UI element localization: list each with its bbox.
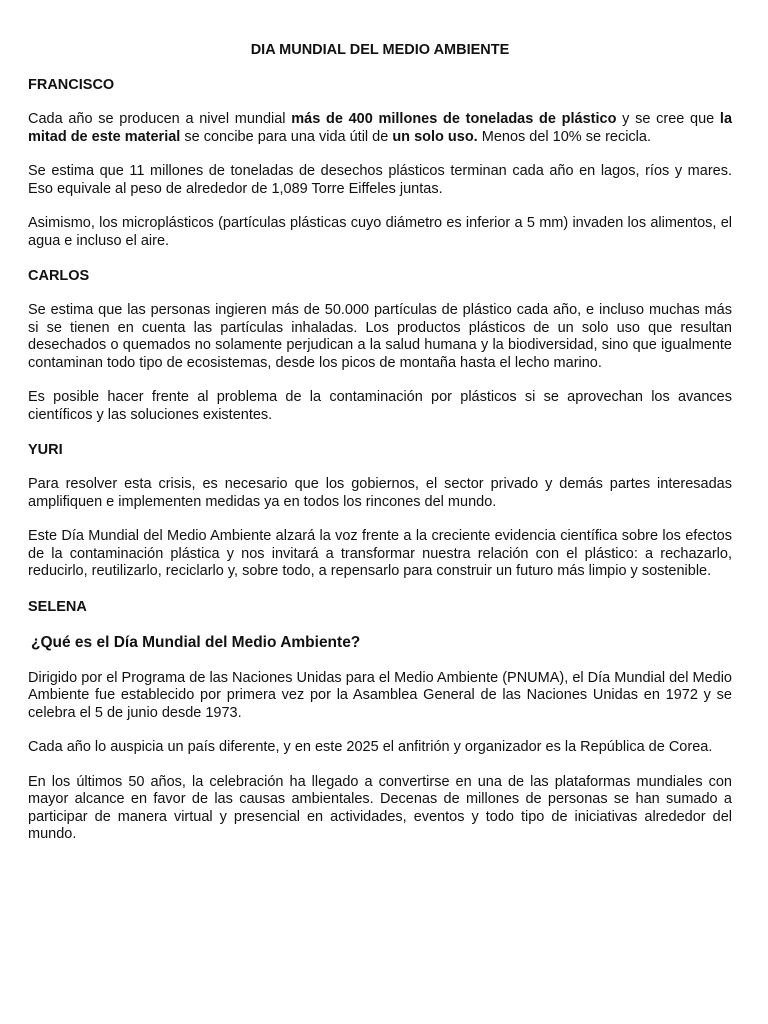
text-run: Cada año se producen a nivel mundial xyxy=(28,111,292,127)
speaker-carlos: CARLOS xyxy=(28,268,90,284)
speaker-francisco: FRANCISCO xyxy=(28,77,115,93)
carlos-paragraph-1: Se estima que las personas ingieren más de 50.000 partículas de plástico cada año, e incluso muchas más si se tienen en cuenta las partículas inhaladas. Los productos plásticos de un solo uso que resultan desechados o quemados no solamente perjudican a la salud humana y la biodiversidad, sino que igualmente contaminan todo tipo de ecosistemas, desde los picos de montaña hasta el lecho marino. xyxy=(28,302,732,371)
text-run: Menos del 10% se recicla. xyxy=(477,128,651,145)
text-run: se concibe para una vida útil de xyxy=(180,128,393,145)
speaker-yuri: YURI xyxy=(28,442,63,458)
carlos-paragraph-2: Es posible hacer frente al problema de la contaminación por plásticos si se aprovechan los avances científicos y las soluciones existentes. xyxy=(28,389,732,423)
selena-paragraph-2: Cada año lo auspicia un país diferente, y en este 2025 el anfitrión y organizador es la República de Corea. xyxy=(28,739,713,755)
bold-run: más de 400 millones de toneladas de plástico xyxy=(291,111,617,127)
selena-paragraph-1: Dirigido por el Programa de las Naciones Unidas para el Medio Ambiente (PNUMA), el Día Mundial del Medio Ambiente fue establecido por primera vez por la Asamblea General de las Naciones Unidas en 1972 y se celebra el 5 de junio desde 1973. xyxy=(28,669,732,721)
francisco-paragraph-3: Asimismo, los microplásticos (partículas plásticas cuyo diámetro es inferior a 5 mm) invaden los alimentos, el agua e incluso el aire. xyxy=(28,215,732,249)
francisco-paragraph-2: Se estima que 11 millones de toneladas de desechos plásticos terminan cada año en lagos, ríos y mares. Eso equivale al peso de alrededor de 1,089 Torre Eiffeles juntas. xyxy=(28,163,732,197)
francisco-paragraph-1 xyxy=(28,111,732,146)
bold-run: la mitad de este material xyxy=(28,111,733,145)
speaker-selena: SELENA xyxy=(28,598,87,615)
bold-run: un solo uso. xyxy=(392,128,478,145)
yuri-paragraph-1: Para resolver esta crisis, es necesario que los gobiernos, el sector privado y demás partes interesadas amplifiquen e implementen medidas ya en todos los rincones del mundo. xyxy=(28,476,732,510)
document-title: DIA MUNDIAL DEL MEDIO AMBIENTE xyxy=(250,42,510,58)
section-subheading: ¿Qué es el Día Mundial del Medio Ambiente? xyxy=(31,633,361,651)
text-run: y se cree que xyxy=(616,111,720,127)
yuri-paragraph-2: Este Día Mundial del Medio Ambiente alzará la voz frente a la creciente evidencia científica sobre los efectos de la contaminación plástica y nos invitará a transformar nuestra relación con el plástico: a rechazarlo, reducirlo, reutilizarlo, reciclarlo y, sobre todo, a repensarlo para construir un futuro más limpio y sostenible. xyxy=(28,528,732,579)
selena-paragraph-3: En los últimos 50 años, la celebración ha llegado a convertirse en una de las plataformas mundiales con mayor alcance en favor de las causas ambientales. Decenas de millones de personas se han sumado a participar de manera virtual y presencial en actividades, eventos y todo tipo de iniciativas alrededor del mundo. xyxy=(28,773,732,842)
